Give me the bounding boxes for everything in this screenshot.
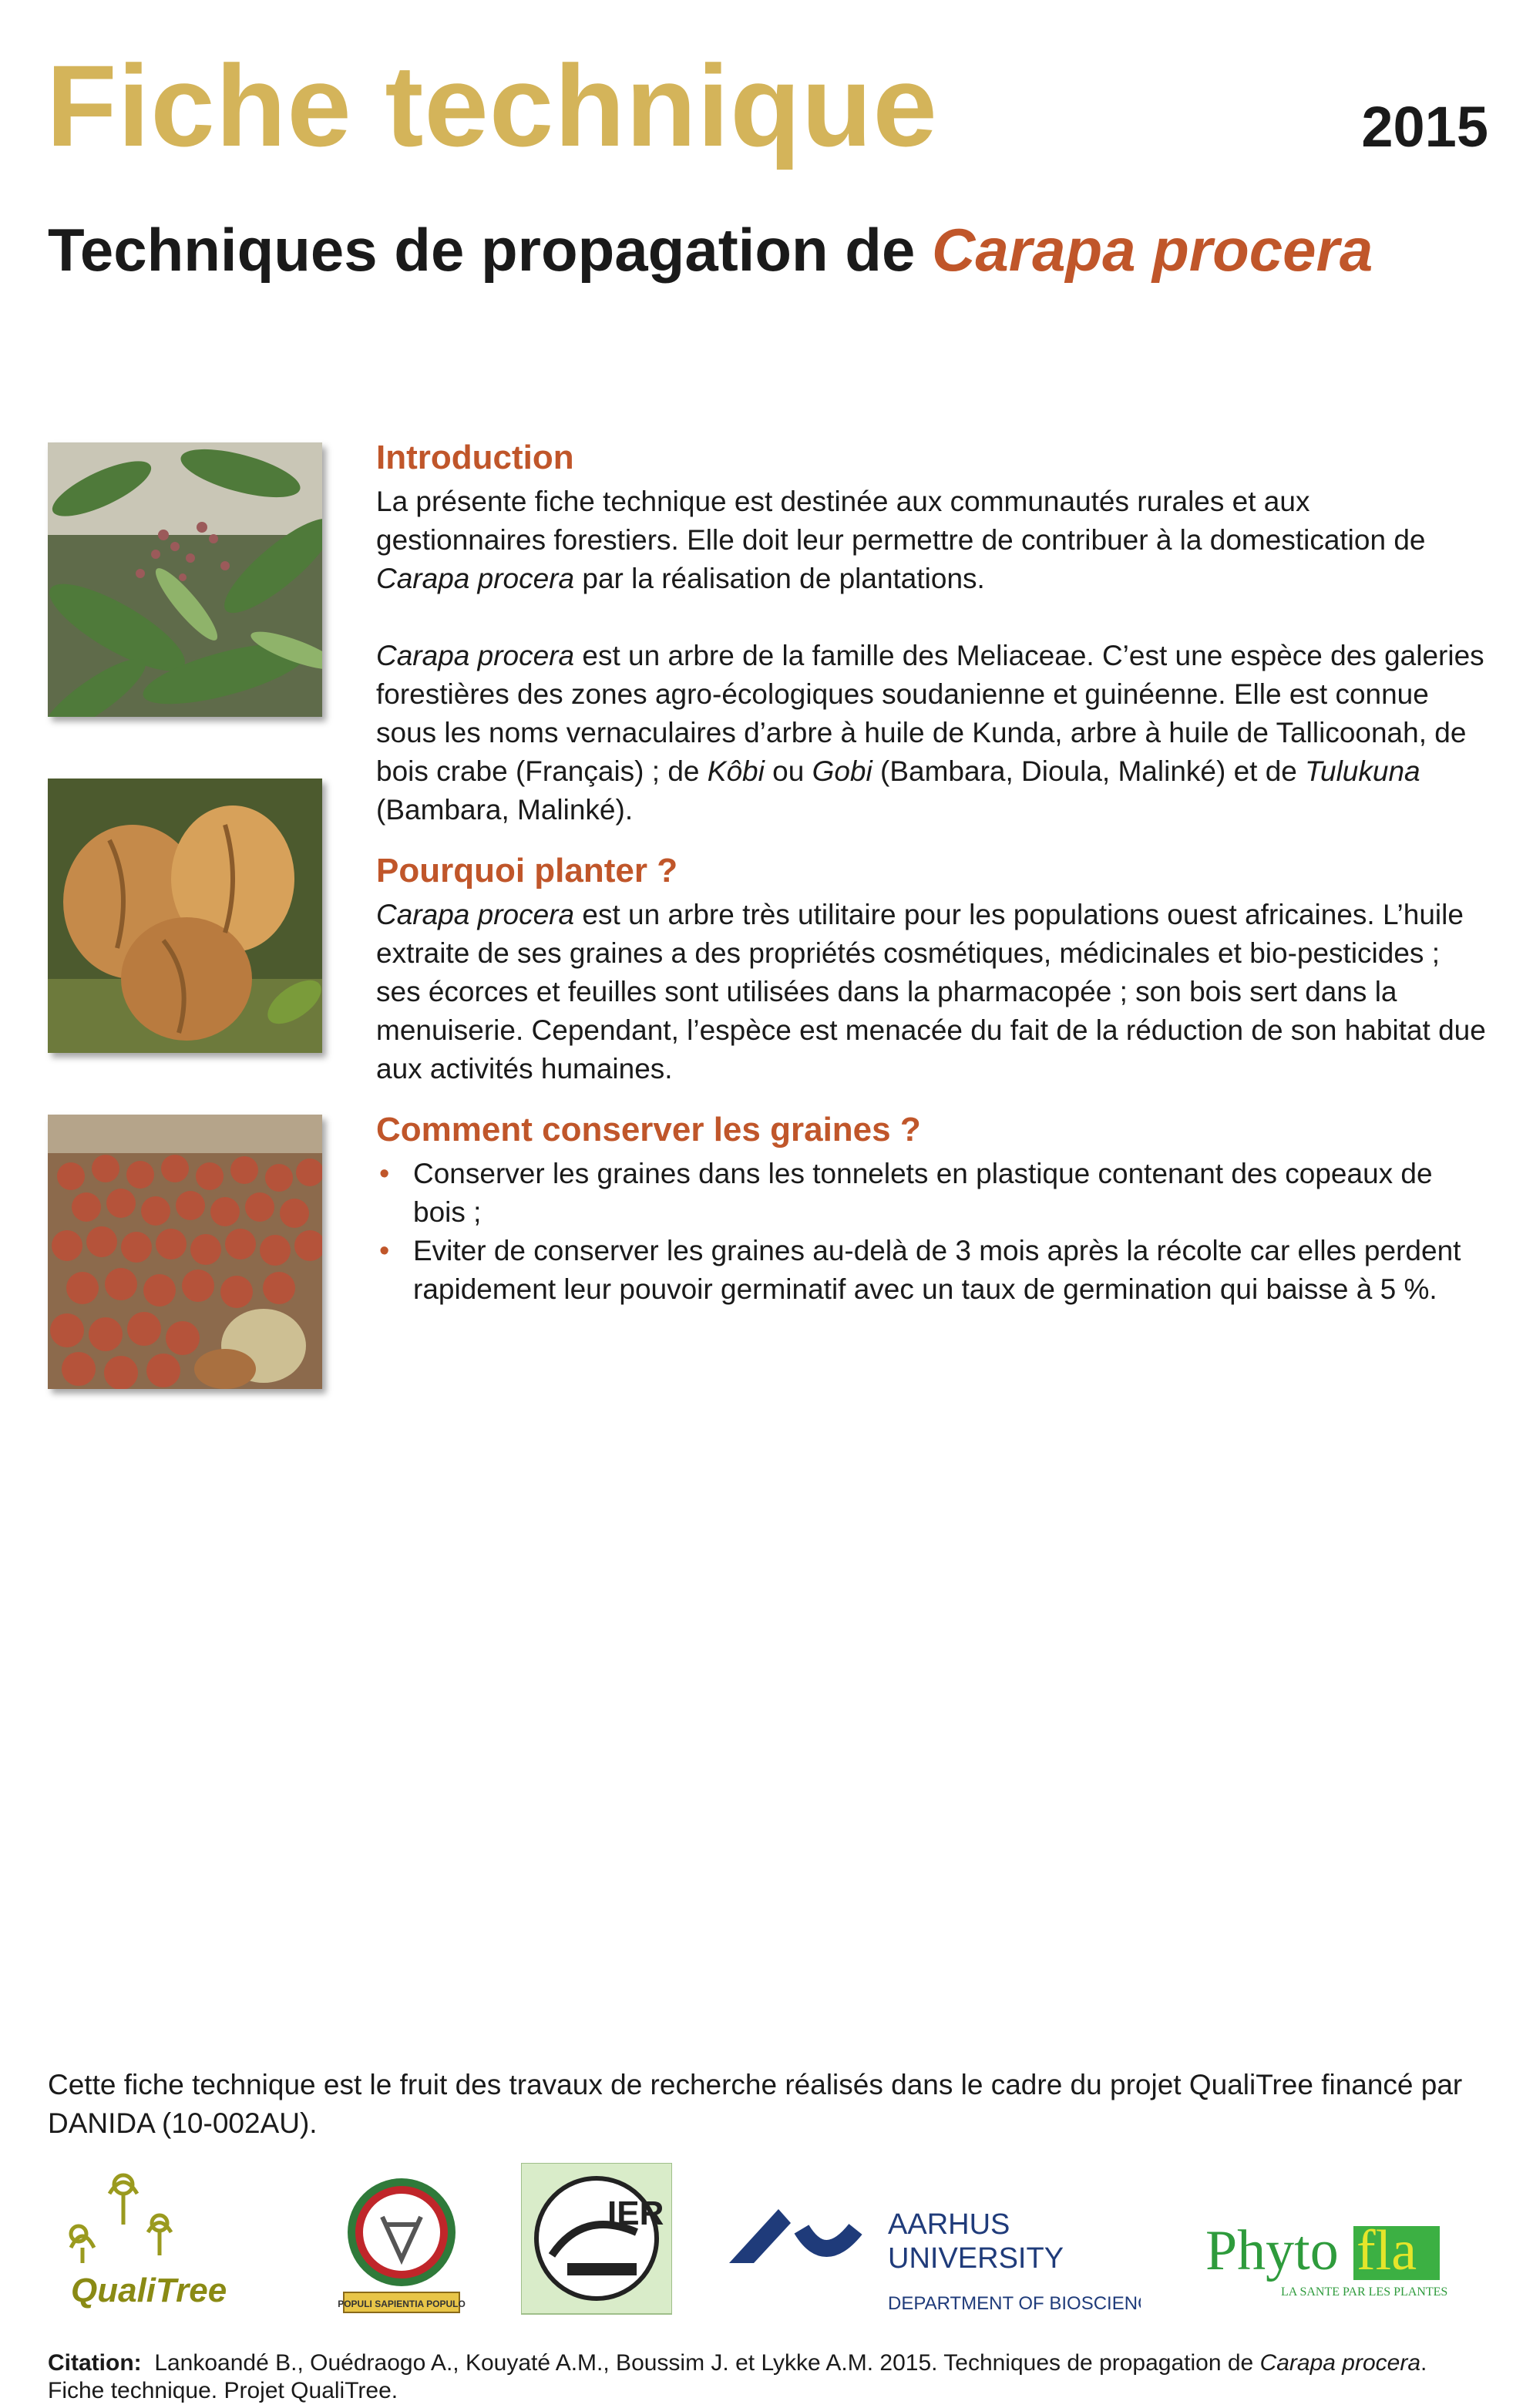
fla-text: fla (1357, 2219, 1417, 2282)
pourquoi-text: est un arbre très utilitaire pour les populations ouest africaines. L’huile extraite de ses graines a des propriétés cosmétiques, médicinales et bio-pesticides ; ses écorces et feuilles sont utilisées dans la pharmacopée ; son bois sert dans la menuiserie. Cependant, l’espèce est menacée du fait de la réduction de son habitat due aux activités humaines. (376, 899, 1486, 1085)
photo-fruits (48, 779, 322, 1053)
year: 2015 (1361, 95, 1488, 159)
intro-text-c: (Bambara, Dioula, Malinké) et de (872, 755, 1306, 787)
spacer (376, 829, 1486, 849)
species-name: Carapa procera (376, 640, 575, 671)
citation-text: Lankoandé B., Ouédraogo A., Kouyaté A.M., Boussim J. et Lykke A.M. 2015. Techniques de propagation de (154, 2350, 1260, 2376)
main-content (376, 436, 1486, 1309)
section-heading-introduction: Introduction (376, 439, 574, 476)
aarhus-name-2: UNIVERSITY (888, 2242, 1064, 2275)
section-heading-conserver: Comment conserver les graines ? (376, 1111, 921, 1149)
bullet-icon: • (379, 1235, 390, 1267)
ier-logo-text: IER (607, 2194, 664, 2232)
citation (48, 2349, 1489, 2405)
citation-label: Citation: (48, 2350, 142, 2376)
subtitle (48, 217, 1373, 284)
list-item-text: Conserver les graines dans les tonnelets en plastique contenant des copeaux de bois ; (413, 1158, 1433, 1228)
burkina-faso-motto: POPULI SAPIENTIA POPULO (338, 2299, 466, 2309)
subtitle-prefix: Techniques de propagation de (48, 216, 932, 284)
phytofla-tagline: LA SANTE PAR LES PLANTES (1281, 2285, 1448, 2299)
vernacular-name: Gobi (812, 755, 872, 787)
page-title: Fiche technique (46, 41, 938, 170)
spacer (376, 598, 1486, 637)
citation-tail: . Fiche technique. Projet QualiTree. (48, 2350, 1427, 2403)
section-heading-pourquoi: Pourquoi planter ? (376, 852, 678, 890)
intro-text-b: ou (764, 755, 812, 787)
subtitle-species: Carapa procera (932, 216, 1373, 284)
qualitree-logo-text: QualiTree (71, 2272, 227, 2309)
funding-note: Cette fiche technique est le fruit des travaux de recherche réalisés dans le cadre du projet QualiTree financé par DANIDA (10-002AU). (48, 2069, 1463, 2139)
ier-logo (521, 2163, 672, 2317)
citation-species: Carapa procera (1259, 2350, 1421, 2376)
list-item-text: Eviter de conserver les graines au-delà de 3 mois après la récolte car elles perdent rapidement leur pouvoir germinatif avec un taux de germination qui baisse à 5 %. (413, 1235, 1461, 1305)
intro-paragraph-2 (376, 637, 1486, 829)
qualitree-logo (48, 2163, 248, 2317)
conserver-list (376, 1155, 1486, 1309)
aarhus-name-1: AARHUS (888, 2208, 1010, 2241)
list-item (376, 1232, 1486, 1309)
phyto-text: Phyto (1205, 2219, 1339, 2282)
intro-text-a: est un arbre de la famille des Meliaceae. C’est une espèce des galeries forestières des zones agro-écologiques soudanienne et guinéenne. Elle est connue sous les noms vernaculaires d’arbre à huile de Kunda, arbre à huile de Tallicoonah, de bois crabe (Français) ; de (376, 640, 1484, 787)
vernacular-name: Kôbi (707, 755, 765, 787)
photo-seeds (48, 1115, 322, 1389)
species-name: Carapa procera (376, 899, 575, 930)
burkina-faso-emblem (328, 2163, 475, 2317)
intro-text-d: (Bambara, Malinké). (376, 794, 634, 826)
aarhus-department: DEPARTMENT OF BIOSCIENCE (888, 2293, 1141, 2314)
pourquoi-paragraph (376, 896, 1486, 1088)
phytofla-logo (1202, 2163, 1488, 2317)
species-name: Carapa procera (376, 563, 575, 594)
intro-paragraph-1: La présente fiche technique est destinée aux communautés rurales et aux gestionnaires forestiers. Elle doit leur permettre de contribuer à la domestication de Carapa procera par la réalisation de plantations. (376, 486, 1426, 594)
photo-foliage-flowers (48, 442, 322, 717)
vernacular-name: Tulukuna (1305, 755, 1420, 787)
spacer (376, 1088, 1486, 1108)
list-item (376, 1155, 1486, 1232)
bullet-icon: • (379, 1158, 390, 1190)
aarhus-university-logo (724, 2163, 1141, 2317)
